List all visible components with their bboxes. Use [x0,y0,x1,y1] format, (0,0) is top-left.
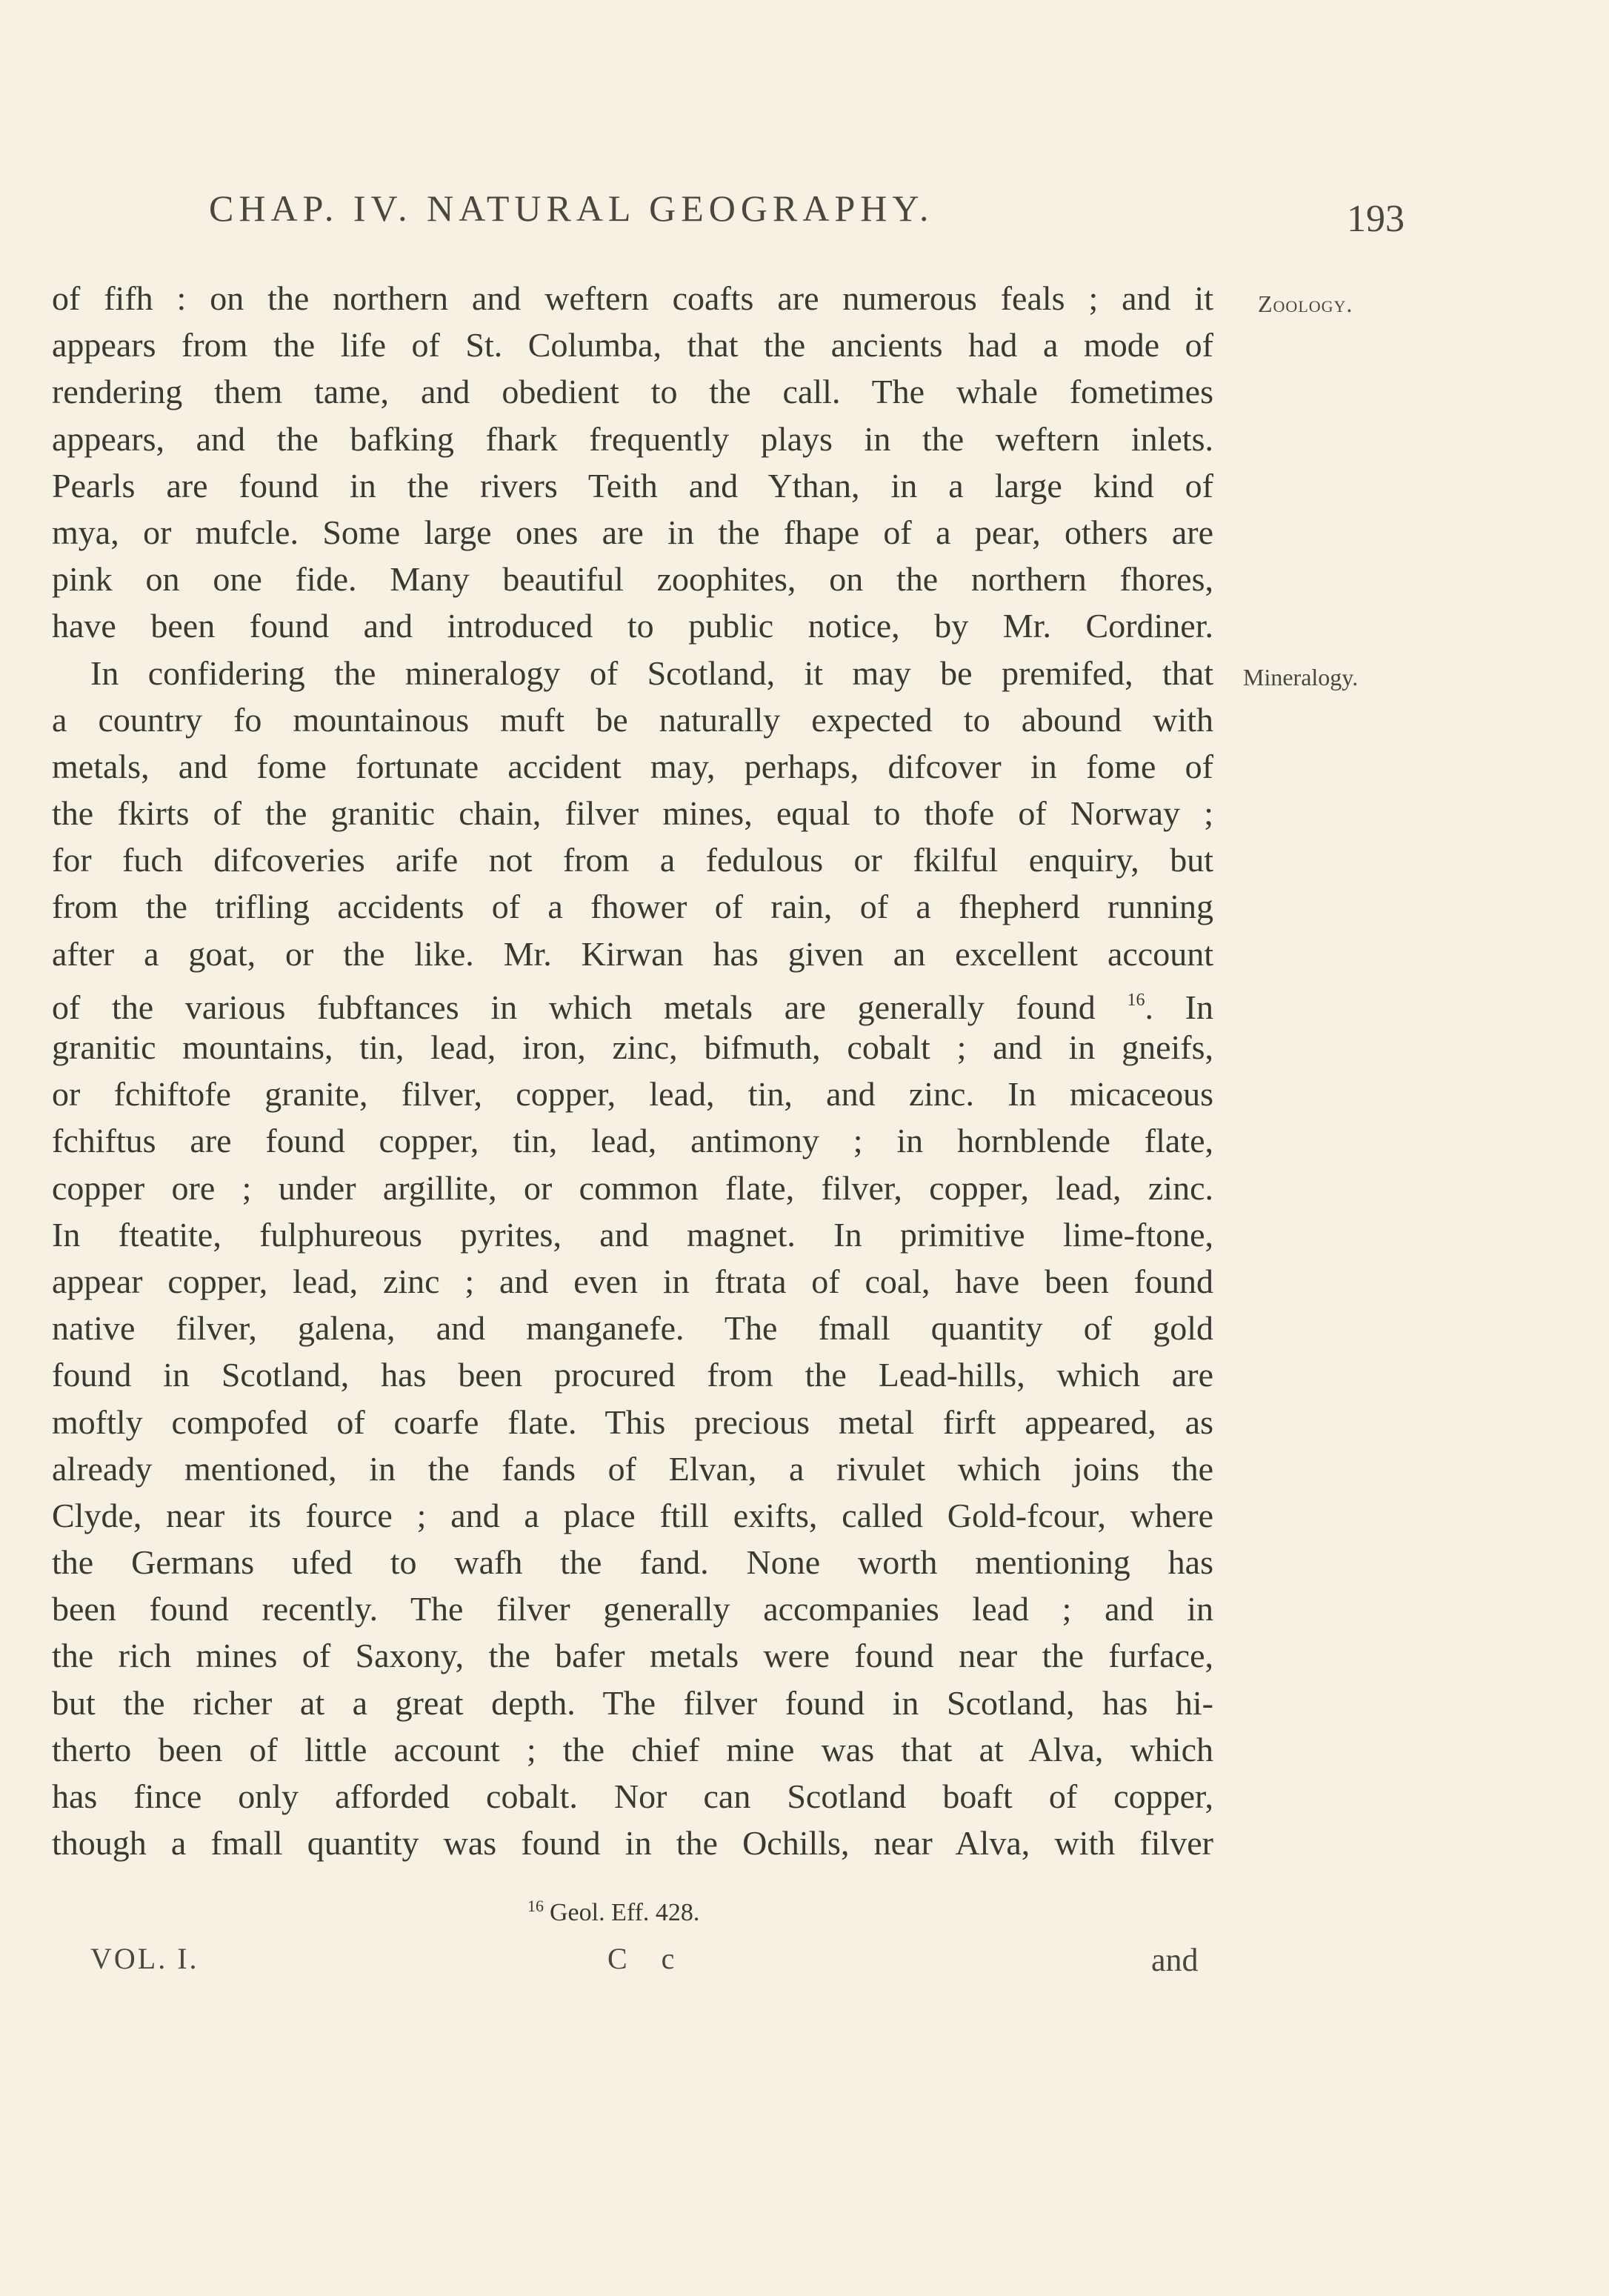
text-line: appears, and the bafking fhark frequently plays in the weftern inlets. [52,419,1213,458]
text-line: have been found and introduced to public notice, by Mr. Cordiner. [52,607,1213,645]
text-segment: . In [1145,988,1213,1026]
text-line: of fifh : on the northern and weftern coafts are numerous feals ; and it [52,279,1213,317]
text-line: from the trifling accidents of a fhower of rain, of a fhepherd running [52,888,1213,926]
text-line: the Germans ufed to wafh the fand. None worth mentioning has [52,1543,1213,1582]
catchword: and [1151,1942,1199,1978]
text-line: In fteatite, fulphureous pyrites, and magnet. In primitive lime-ftone, [52,1215,1213,1254]
marginal-note-zoology: Zoology. [1258,290,1353,317]
text-line-with-reference [52,977,1213,1024]
footnote-text: Geol. Eff. 428. [550,1899,700,1926]
text-line: has fince only afforded cobalt. Nor can Scotland boaft of copper, [52,1777,1213,1815]
text-line: a country fo mountainous muft be naturally expected to abound with [52,700,1213,739]
marginal-note-mineralogy: Mineralogy. [1243,664,1359,691]
text-line: but the richer at a great depth. The filver found in Scotland, has hi- [52,1683,1213,1722]
page-number: 193 [1347,198,1405,240]
body-text [52,275,1213,1866]
footnote-reference[interactable]: 16 [1127,990,1145,1010]
text-segment: of the various fubftances in which metals are generally found [52,988,1096,1026]
text-line: for fuch difcoveries arife not from a fedulous or fkilful enquiry, but [52,841,1213,879]
running-head: CHAP. IV. NATURAL GEOGRAPHY. [209,187,934,229]
text-line: granitic mountains, tin, lead, iron, zinc, bifmuth, cobalt ; and in gneifs, [52,1028,1213,1066]
text-line: or fchiftofe granite, filver, copper, lead, tin, and zinc. In micaceous [52,1075,1213,1114]
text-line: appear copper, lead, zinc ; and even in ftrata of coal, have been found [52,1262,1213,1300]
text-line: moftly compofed of coarfe flate. This precious metal firft appeared, as [52,1402,1213,1441]
footnote [527,1897,699,1927]
footnote-marker: 16 [527,1897,544,1915]
text-line: found in Scotland, has been procured from the Lead-hills, which are [52,1356,1213,1394]
text-line: copper ore ; under argillite, or common flate, filver, copper, lead, zinc. [52,1168,1213,1207]
text-line: metals, and fome fortunate accident may, perhaps, difcover in fome of [52,747,1213,785]
text-line: appears from the life of St. Columba, that the ancients had a mode of [52,326,1213,365]
text-line: though a fmall quantity was found in the Ochills, near Alva, with filver [52,1824,1213,1863]
volume-label: VOL. I. [90,1942,199,1975]
text-line: the fkirts of the granitic chain, filver mines, equal to thofe of Norway ; [52,794,1213,833]
text-line: native filver, galena, and manganefe. The fmall quantity of gold [52,1309,1213,1348]
text-line: In confidering the mineralogy of Scotland, it may be premifed, that [90,653,1213,692]
text-line: been found recently. The filver generally accompanies lead ; and in [52,1590,1213,1628]
text-line: after a goat, or the like. Mr. Kirwan has given an excellent account [52,934,1213,973]
signature-mark: C c [607,1942,688,1975]
text-line: mya, or mufcle. Some large ones are in the fhape of a pear, others are [52,513,1213,551]
text-line: Clyde, near its fource ; and a place ftill exifts, called Gold-fcour, where [52,1496,1213,1534]
text-line: therto been of little account ; the chief mine was that at Alva, which [52,1730,1213,1768]
text-line: fchiftus are found copper, tin, lead, antimony ; in hornblende flate, [52,1122,1213,1160]
text-line: already mentioned, in the fands of Elvan, a rivulet which joins the [52,1449,1213,1488]
text-line: Pearls are found in the rivers Teith and Ythan, in a large kind of [52,466,1213,505]
text-line: the rich mines of Saxony, the bafer metals were found near the furface, [52,1637,1213,1675]
text-line: rendering them tame, and obedient to the call. The whale fometimes [52,373,1213,411]
text-line: pink on one fide. Many beautiful zoophites, on the northern fhores, [52,560,1213,599]
